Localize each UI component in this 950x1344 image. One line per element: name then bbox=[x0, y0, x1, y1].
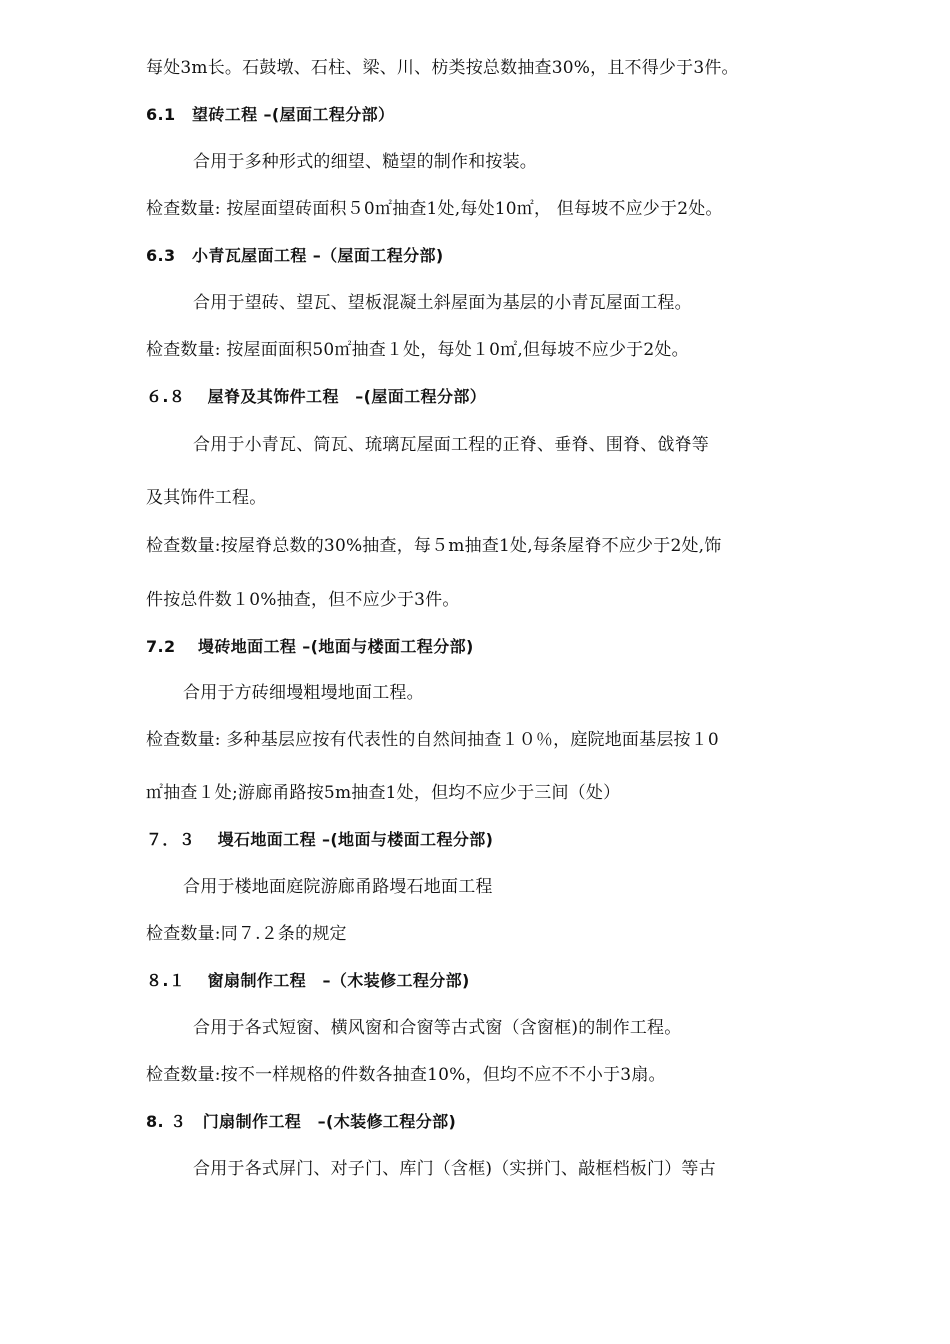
paragraph-line: 合用于方砖细墁粗墁地面工程。 bbox=[183, 683, 424, 703]
inspection-quantity-line: 检查数量: 多种基层应按有代表性的自然间抽查１０％，庭院地面基层按１0 bbox=[146, 730, 719, 750]
paragraph-line: 合用于楼地面庭院游廊甬路墁石地面工程 bbox=[183, 877, 493, 897]
section-heading-6-1: 6.1 望砖工程 –(屋面工程分部） bbox=[146, 105, 395, 124]
inspection-quantity-line: 检查数量:按不一样规格的件数各抽查10%，但均不应不不小于3扇。 bbox=[146, 1065, 666, 1085]
paragraph-line: 合用于多种形式的细望、糙望的制作和按装。 bbox=[193, 152, 537, 172]
paragraph-line: 合用于各式屏门、对子门、库门（含框)（实拼门、敲框档板门）等古 bbox=[193, 1159, 716, 1179]
paragraph-line: 及其饰件工程。 bbox=[146, 488, 267, 508]
inspection-quantity-line: 检查数量:按屋脊总数的30%抽查，每５m抽查1处,每条屋脊不应少于2处,饰 bbox=[146, 536, 722, 556]
inspection-quantity-line: 检查数量: 按屋面望砖面积５0㎡抽查1处,每处10㎡， 但每坡不应少于2处。 bbox=[146, 199, 723, 219]
section-heading-8-1: ８.１ 窗扇制作工程 –（木装修工程分部) bbox=[146, 971, 470, 990]
paragraph-line: 合用于小青瓦、筒瓦、琉璃瓦屋面工程的正脊、垂脊、围脊、戗脊等 bbox=[193, 435, 709, 455]
paragraph-line: 件按总件数１0%抽查，但不应少于3件。 bbox=[146, 590, 460, 610]
inspection-quantity-line: 检查数量:同７.２条的规定 bbox=[146, 924, 347, 944]
paragraph-line: 每处3m长。石鼓墩、石柱、梁、川、枋类按总数抽查30%，且不得少于3件。 bbox=[146, 58, 739, 78]
section-heading-6-3: 6.3 小青瓦屋面工程 –（屋面工程分部) bbox=[146, 246, 444, 265]
paragraph-line: 合用于各式短窗、横风窗和合窗等古式窗（含窗框)的制作工程。 bbox=[193, 1018, 682, 1038]
paragraph-line: 合用于望砖、望瓦、望板混凝土斜屋面为基层的小青瓦屋面工程。 bbox=[193, 293, 692, 313]
paragraph-line: ㎡抽查１处;游廊甬路按5m抽查1处，但均不应少于三间（处） bbox=[146, 783, 621, 803]
section-heading-6-8: ６.８ 屋脊及其饰件工程 –(屋面工程分部） bbox=[146, 387, 487, 406]
section-heading-7-3: ７．３ 墁石地面工程 –(地面与楼面工程分部) bbox=[146, 830, 494, 849]
section-heading-8-3: 8. ３ 门扇制作工程 –(木装修工程分部) bbox=[146, 1112, 457, 1131]
inspection-quantity-line: 检查数量: 按屋面面积50㎡抽查１处，每处１0㎡,但每坡不应少于2处。 bbox=[146, 340, 689, 360]
section-heading-7-2: 7.2 墁砖地面工程 –(地面与楼面工程分部) bbox=[146, 637, 474, 656]
